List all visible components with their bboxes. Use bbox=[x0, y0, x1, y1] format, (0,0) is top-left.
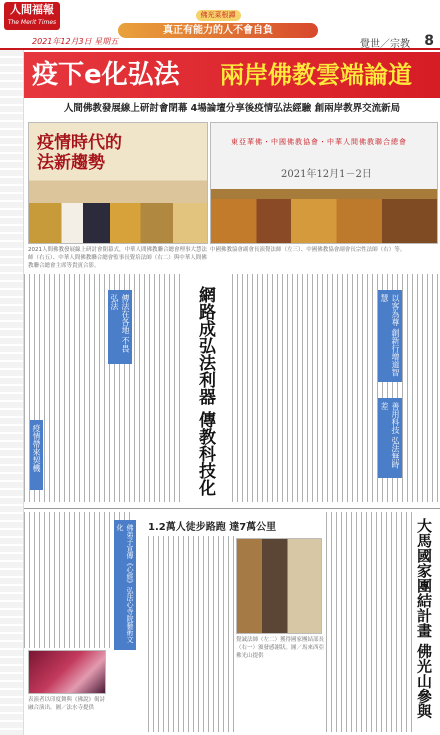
slogan-label: 佛光菜根譚 bbox=[196, 10, 241, 21]
subtitle-tag-3: 傳法在各地 不畏弘法 bbox=[108, 290, 132, 364]
article-bottom-right-text bbox=[326, 512, 412, 732]
headline-banner bbox=[24, 52, 440, 98]
bottom-side-title: 大馬國家團結計畫 佛光山參與 bbox=[415, 518, 433, 719]
article-body-left bbox=[24, 274, 184, 502]
photo-right-date: 2021年12月1－2日 bbox=[281, 169, 372, 180]
photo-award-ceremony bbox=[236, 538, 322, 634]
section-divider bbox=[24, 508, 440, 509]
logo-english: The Merit Times bbox=[7, 19, 57, 26]
photo-right-caption: 中國佛教協會副會長演覺法師（左三）、中國佛教協會副會長宗性法師（右）等。 bbox=[210, 247, 406, 253]
subheadline: 人間佛教發展線上研討會閉幕 4場論壇分享後疫情弘法經驗 創兩岸教界交流新局 bbox=[63, 103, 401, 114]
photo-seminar-panel bbox=[28, 122, 208, 244]
photo-left-people bbox=[29, 203, 208, 243]
article-bottom-mid-text bbox=[148, 536, 234, 732]
photo-left-title bbox=[37, 133, 122, 173]
photo-left-title-line2: 法新趨勢 bbox=[37, 153, 105, 173]
newspaper-logo[interactable] bbox=[4, 2, 60, 30]
headline-main: 疫下e化弘法 bbox=[32, 60, 180, 90]
photo-dance-performance bbox=[28, 650, 106, 694]
photo-award-caption: 覺誠法師（左二）獲得國家團結部長（右一）頒發感謝狀。圖／馬來西亞佛光山提供 bbox=[236, 637, 325, 659]
bottom-section-heading: 1.2萬人徒步路跑 達7萬公里 bbox=[148, 522, 277, 533]
headline-secondary: 兩岸佛教雲端論道 bbox=[220, 61, 412, 89]
photo-right-title: 東亞華佛・中國佛教協會・中華人間佛教聯合總會 bbox=[231, 138, 407, 146]
photo-left-title-line1: 疫情時代的 bbox=[37, 133, 122, 153]
photo-closing-ceremony bbox=[210, 122, 438, 244]
bottom-side-tag: 佛弟子宣傳《心經》弘法心寺院藝術文化 bbox=[114, 520, 136, 650]
photo-right-monks bbox=[211, 199, 438, 243]
photo-left-caption: 2021人間佛教發展線上研討會閉幕式，中華人間佛教聯合總會理事大慧法師（右五）、中華人間佛教聯合總會監事長覺培法師（右二）與中華人間佛教聯合總會主席等貴賓合影。 bbox=[28, 247, 207, 269]
page-number: 8 bbox=[424, 33, 434, 49]
subtitle-tag-1: 以客為尊 創新行增道智慧 bbox=[378, 290, 402, 382]
section-label: 覺世／宗教 bbox=[360, 39, 410, 50]
masthead bbox=[0, 0, 440, 34]
dateline bbox=[0, 34, 440, 50]
article-body-right bbox=[232, 274, 440, 502]
photo-dance-caption: 表演者以印度舞與《佛說》偈詩融合演出。圖／法水寺提供 bbox=[28, 697, 106, 711]
subtitle-tag-4: 疫情帶來契機 bbox=[30, 420, 43, 490]
logo-chinese: 人間福報 bbox=[10, 3, 54, 16]
left-column-text bbox=[0, 50, 24, 735]
subtitle-tag-2: 善用科技 弘法無時差 bbox=[378, 398, 402, 478]
article-top-title: 網路成弘法利器 傳教科技化 bbox=[195, 286, 215, 496]
slogan-text: 真正有能力的人不會自負 bbox=[118, 23, 318, 38]
slogan-box bbox=[118, 2, 318, 36]
issue-date: 2021年12月3日 星期五 bbox=[32, 37, 119, 46]
